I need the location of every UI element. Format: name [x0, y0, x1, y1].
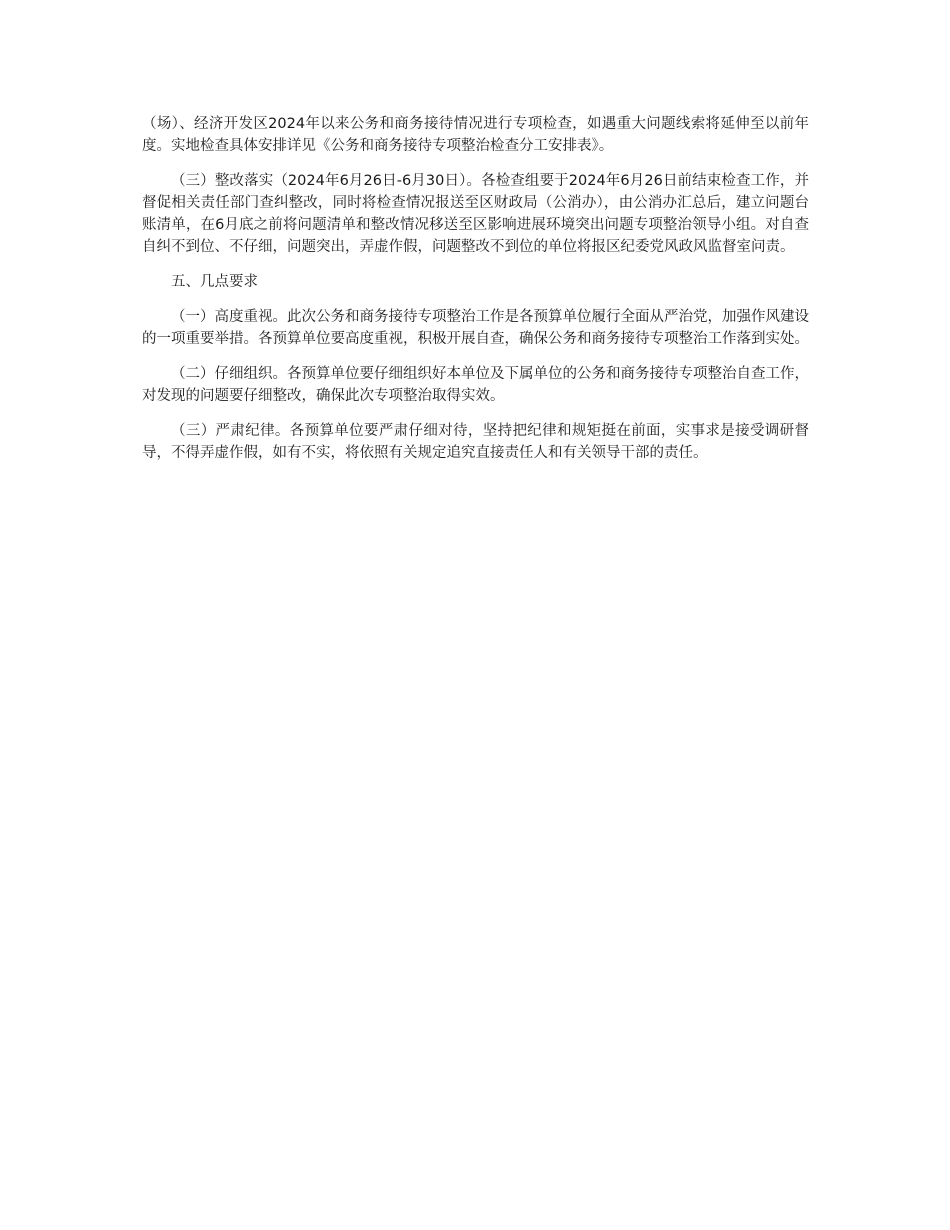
paragraph-inspection-scope: （场）、经济开发区2024年以来公务和商务接待情况进行专项检查，如遇重大问题线索将延伸至以前年度。实地检查具体安排详见《公务和商务接待专项整治检查分工安排表》。 — [142, 116, 809, 154]
section-heading-requirements: 五、几点要求 — [171, 274, 258, 290]
document-body — [142, 113, 809, 477]
paragraph-rectification: （三）整改落实（2024年6月26日-6月30日）。各检查组要于2024年6月26日前结束检查工作，并督促相关责任部门查纠整改，同时将检查情况报送至区财政局（公消办），由公消办汇总后，建立问题台账清单，在6月底之前将问题清单和整改情况移送至区影响进展环境突出问题专项整治领导小组。对自查自纠不到位、不仔细，问题突出，弄虚作假，问题整改不到位的单位将报区纪委党风政风监督室问责。 — [142, 173, 809, 255]
paragraph-requirement-2: （二）仔细组织。各预算单位要仔细组织好本单位及下属单位的公务和商务接待专项整治自查工作，对发现的问题要仔细整改，确保此次专项整治取得实效。 — [142, 366, 809, 404]
paragraph-requirement-3: （三）严肃纪律。各预算单位要严肃仔细对待，坚持把纪律和规矩挺在前面，实事求是接受调研督导，不得弄虚作假，如有不实，将依照有关规定追究直接责任人和有关领导干部的责任。 — [142, 423, 809, 461]
paragraph-requirement-1: （一）高度重视。此次公务和商务接待专项整治工作是各预算单位履行全面从严治党，加强作风建设的一项重要举措。各预算单位要高度重视，积极开展自查，确保公务和商务接待专项整治工作落到实处。 — [142, 309, 809, 347]
